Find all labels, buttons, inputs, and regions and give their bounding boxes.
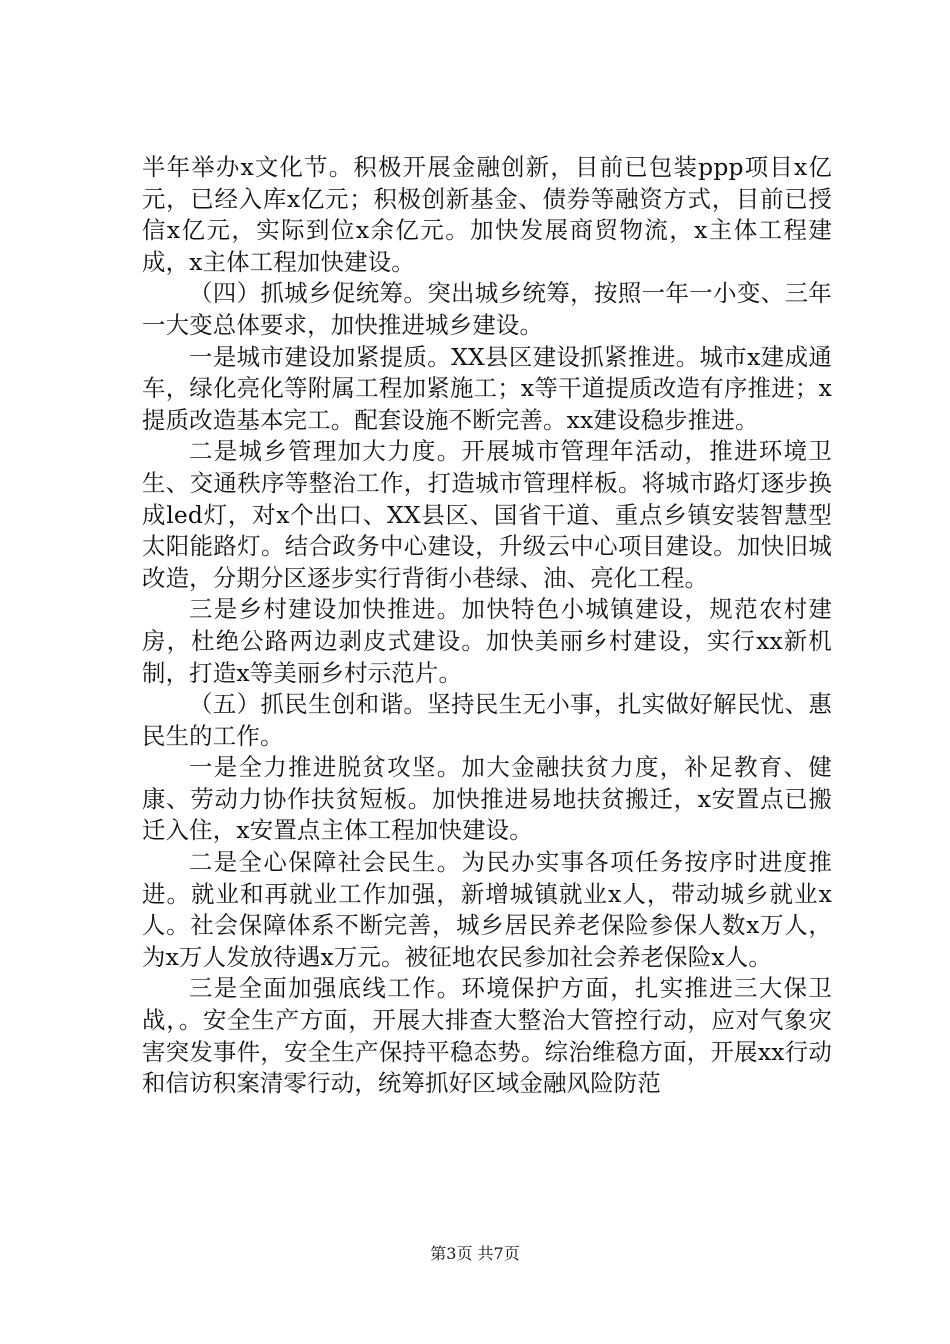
paragraph-section-four-heading: （四）抓城乡促统筹。突出城乡统筹，按照一年一小变、三年一大变总体要求，加快推进城乡建设。 <box>142 279 832 339</box>
document-body <box>142 152 832 1100</box>
paragraph-poverty-alleviation: 一是全力推进脱贫攻坚。加大金融扶贫力度，补足教育、健康、劳动力协作扶贫短板。加快推进易地扶贫搬迁，x安置点已搬迁入住，x安置点主体工程加快建设。 <box>142 753 832 845</box>
paragraph-urban-management: 二是城乡管理加大力度。开展城市管理年活动，推进环境卫生、交通秩序等整治工作，打造城市管理样板。将城市路灯逐步换成led灯，对x个出口、XX县区、国省干道、重点乡镇安装智慧型太阳能路灯。结合政务中心建设，升级云中心项目建设。加快旧城改造，分期分区逐步实行背街小巷绿、油、亮化工程。 <box>142 437 832 592</box>
paragraph-section-five-heading: （五）抓民生创和谐。坚持民生无小事，扎实做好解民忧、惠民生的工作。 <box>142 690 832 750</box>
paragraph-city-construction: 一是城市建设加紧提质。XX县区建设抓紧推进。城市x建成通车，绿化亮化等附属工程加紧施工；x等干道提质改造有序推进；x提质改造基本完工。配套设施不断完善。xx建设稳步推进。 <box>142 342 832 434</box>
paragraph-bottom-line-work: 三是全面加强底线工作。环境保护方面，扎实推进三大保卫战，。安全生产方面，开展大排查大整治大管控行动，应对气象灾害突发事件，安全生产保持平稳态势。综治维稳方面，开展xx行动和信访积案清零行动，统筹抓好区域金融风险防范 <box>142 974 832 1098</box>
page-number-footer: 第3页 共7页 <box>430 1244 520 1263</box>
paragraph-rural-construction: 三是乡村建设加快推进。加快特色小城镇建设，规范农村建房，杜绝公路两边剥皮式建设。加快美丽乡村建设，实行xx新机制，打造x等美丽乡村示范片。 <box>142 595 832 687</box>
paragraph-1: 半年举办x文化节。积极开展金融创新，目前已包装ppp项目x亿元，已经入库x亿元；积极创新基金、债券等融资方式，目前已授信x亿元，实际到位x余亿元。加快发展商贸物流，x主体工程建成，x主体工程加快建设。 <box>142 153 832 276</box>
paragraph-social-welfare: 二是全心保障社会民生。为民办实事各项任务按序时进度推进。就业和再就业工作加强，新增城镇就业x人，带动城乡就业x人。社会保障体系不断完善，城乡居民养老保险参保人数x万人，为x万人发放待遇x万元。被征地农民参加社会养老保险x人。 <box>142 848 832 971</box>
